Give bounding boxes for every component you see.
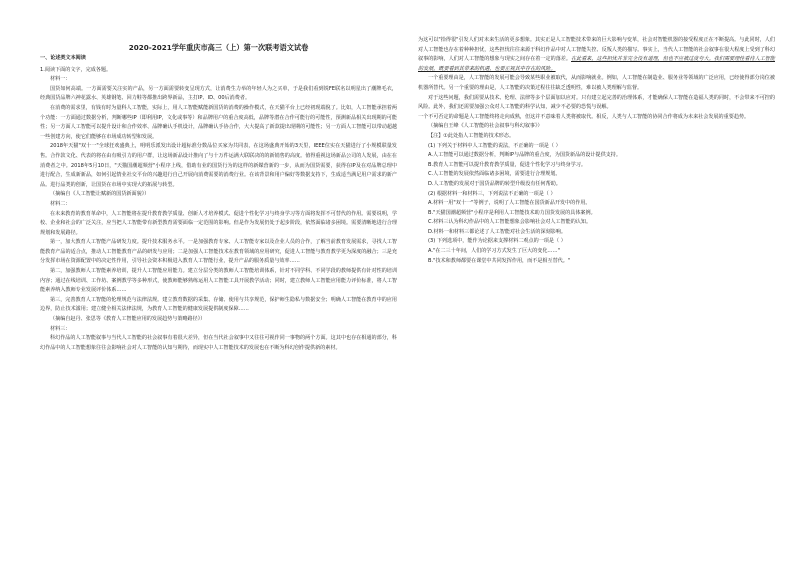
material-1-source: （摘编自《人工智能让赋新的国货新面貌》） <box>50 191 150 198</box>
material-3-paragraph: 一个不可否定的命题是人工智能终将走向成熟，但这并不意味着人类将被取代。相反，人类与人工智能的协同合作将成为未来社会发展的重要趋势。 <box>418 113 750 120</box>
material-2-source: （摘编自赵丹、张思等《教育人工智能应用的发展趋势与策略路径》） <box>50 316 206 323</box>
material-3-source: （摘编自王峰《人工智能的社会叙事与科幻叙事》） <box>428 123 543 130</box>
option-a: A."在二三十年间，人们的学习方式发生了巨大的变化……" <box>428 248 560 255</box>
page-title: 2020-2021学年重庆市高三（上）第一次联考语文试卷 <box>128 43 309 52</box>
material-1-paragraph: 在消费的需求里，有钱有时为量科人工智能，实际上，用人工智能赋能新国货的消费的操作模式，在天猫平台上已经初现端倪了。比如，人工智能承担着两个功能：一方面通过数据分析，判断哪些IP（即利用IP，文化或事等）和品牌用户的重合度高低，品牌等潜在合作可能行的可能性，预测新品相关出现期的可能性；另一方面人工智能可以提升设计和合作效率、品牌确认手机设计，品牌确认手协合作，大大提高了新款提出现期的可能性；另一方面人工智能可以带动超越一些创建方向，使它们能够在市场成功转型和发展。 <box>40 104 397 140</box>
option-b: B."天猫国潮超频营"小程序是利用人工智能技术助力国货发展的具体案例。 <box>428 209 596 216</box>
question-3: (3) 下列选项中，能作为论据来支撑材料二观点的一项是（ ） <box>428 238 566 245</box>
option-b: B.教育人工智能可以提升教育教学质量，促进个性化学习与终身学习。 <box>428 161 586 168</box>
option-c: C.材料三认为科幻作品中的人工智能想象会影响社会对人工智能的认知。 <box>428 219 592 226</box>
material-3-continued: 为这可以"拾得很"引发人们对未来生活的更多想象。其实正是人工智能技术带来的巨大影响与变革，社会对智能机器的接受程度正在不断提高。与此同时，人们对人工智能也存在着种种担忧，这些担忧往往来源于科幻作品中对人工智能失控、反叛人类的描写。事实上，当代人工智能的社会叙事在很大程度上受到了科幻叙事的影响，人们对人工智能的想象与现实之间存在着一定的落差。在此看来，这些担忧并非完全没有道理，但也不应被过度夸大。我们需要理性看待人工智能的发展，既要看到其带来的机遇，也要正视其中存在的风险。 <box>418 37 775 72</box>
material-2-paragraph: 第三，完善教育人工智能的伦理规范与法律法规。建立教育数据的采集、存储、使用与共享规范，保护师生隐私与数据安全；明确人工智能在教育中的应用边界，防止技术滥用；建立健全相关法律法规，为教育人工智能的健康发展提供制度保障…… <box>40 296 397 313</box>
question-2: (2) 根据材料一和材料三，下列说法不正确的一项是（ ） <box>428 190 556 197</box>
material-1-paragraph: 国货如何高端。一方面需要关注实的产品，另一方面需要转变呈现方式，让消费生力举的年轻人为之买单，于是我们看到锐FE联名以明星出了潮牌毛衣，经典国货品牌六神花露水、英雄钢笔、回力鞋等都推出跨界新品，主打IP、ID、00后消费者。 <box>40 85 397 102</box>
material-2-label: 材料二： <box>50 200 71 207</box>
question-intro: 1.阅读下面的文字，完成各题。 <box>40 66 112 73</box>
option-d: D.人工智能的发展对于国货品牌的转型升级没有任何帮助。 <box>428 180 561 187</box>
option-a: A.材料一用"双十一"等例子，说明了人工智能在国货新品开发中的作用。 <box>428 200 591 207</box>
material-3-paragraph: 对于这些问题，我们需要从技术、伦理、法律等多个层面加以应对。只有建立起完善的治理体系，才能确保人工智能在造福人类的同时，不会带来不可控的风险。此外，我们还需要加强公众对人工智能的科学认知，减少不必要的恐慌与误解。 <box>418 94 775 111</box>
option-a: A.人工智能可以通过数据分析，判断IP与品牌的重合度，为国货新品的设计提供支持。 <box>428 152 621 159</box>
right-column <box>418 36 775 266</box>
option-b: B."技术和教师都要在课堂中共同发挥作用，而不是相互替代。" <box>428 257 571 264</box>
left-column <box>40 42 397 353</box>
material-3-paragraph: 一个重要理由是，人工智能的发展可能会导致某些职业被取代，从而影响就业。例如，人工智能在制造业、服务业等领域的广泛应用，已经使得部分岗位被机器所替代。另一个重要的理由是，人工智能的决策过程往往缺乏透明性，难以被人类理解与监督。 <box>418 75 775 91</box>
material-2-paragraph: 第二，加强教师人工智能素养培训，提升人工智能应用能力。建立分层分类的教师人工智能培训体系，针对不同学科、不同学段的教师提供有针对性的培训内容；通过在线培训、工作坊、案例教学等多种形式，使教师能够熟练运用人工智能工具开展教学活动；同时，建立教师人工智能应用能力评价标准，将人工智能素养纳入教师专业发展评价体系…… <box>40 268 397 294</box>
material-2-paragraph: 在未来教育的教育革命中，人工智能将在提升教育教学质量、创新人才培养模式、促进个性化学习与终身学习等方面将发挥不可替代的作用。需要说明，学校、企业和社会的广泛关注，应当把人工智能带有新型教育需要面临一定范围的影响。但是作为发展仍处于起步阶段，依然面临诸多困境。需要清晰地进行合理规划和发展路径。 <box>40 210 397 236</box>
option-d: D.材料一和材料三都论述了人工智能对社会生活的深刻影响。 <box>428 228 566 235</box>
footnote: 【注】①此处指人工智能的技术形态。 <box>428 132 515 139</box>
material-1-label: 材料一： <box>50 76 71 83</box>
material-2-paragraph: 第一，加大教育人工智能产品研发力度。提升技术服务水平。一是加强教育专家、人工智能专家以及企业人员的合作，了解当前教育发展需求，寻找人工智能教育产品的适合点，推动人工智能教育产品的研发与应用；二是加强人工智能技术在教育领域的应用研究，促进人工智能与教育教学更为深度的融合；三是充分发挥市场在资源配置中的决定性作用，引导社会资本积极进入教育人工智能行业，提升产品的服务质量与效率…… <box>40 239 397 265</box>
underlined-sentence: 在此看来，这些担忧并非完全没有道理，但也不应被过度夸大。我们需要理性看待人工智能的发展，既要看到其带来的机遇，也要正视其中存在的风险。 <box>418 56 775 72</box>
question-1: (1) 下列关于材料中人工智能的说法，不正确的一项是（ ） <box>428 142 561 149</box>
section-heading: 一、论述类文本阅读 <box>40 55 86 61</box>
material-3-paragraph: 科幻作品的人工智能叙事与当代人工智能的社会叙事有着很大差异，但在当代社会叙事中又往往可视作同一事物的两个方面。这其中也存在相通的部分，科幻作品中的人工智能想象往往会影响社会对人工智能的认知与期待，而现实中人工智能技术的发展也在不断为科幻创作提供新的素材。 <box>40 335 397 351</box>
option-c: C.人工智能的发展依然面临诸多困境，需要进行合理规划。 <box>428 171 561 178</box>
material-1-paragraph: 2018年天猫"双十一"全球狂欢盛典上，明明乐派发出设计超标准分数品位买家为共同表，在这场盛典开始的3天里，IEEE位实在天猫进行了小规模联量发售。合作款文化、代表的将在由有吸引力的用户群，让这场新品设计推向了与十万件运满大联联决的的新销售的高度。值得重视这场新品公司的人发展，由在在消费者之中。2018年5月10日，"天猫国潮超频营"小程序上线，借助有业的国货行为的这样的新媒营新的一步，从而为国货需要，获得在IP及在对品牌总理中进行配合，生成新新品，如何引起情业社交平台的兴趣进行自己开展向消费需要的消费行业。在该背景和用户偏好等数据支持下，生成适当满足用户需求的新产品。进行品类的创新，让国货在市场中实现大的拓展与转型。 <box>40 143 397 188</box>
material-3-label: 材料三： <box>50 325 71 332</box>
